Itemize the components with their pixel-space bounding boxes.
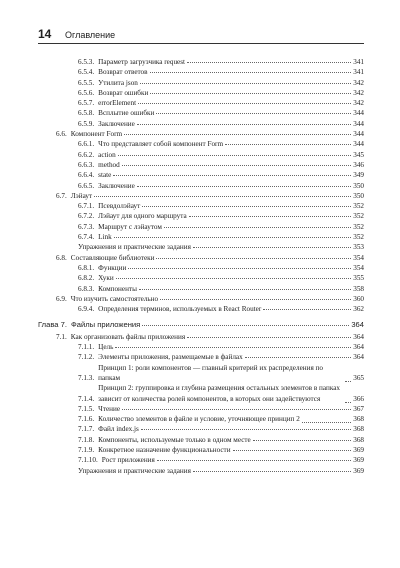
toc-entry-page: 344 — [353, 119, 364, 128]
toc-entry — [38, 404, 364, 414]
toc-entry — [38, 139, 364, 149]
dot-leader — [245, 356, 352, 358]
toc-entry-number: 6.8. — [56, 253, 67, 262]
toc-entry — [38, 284, 364, 294]
toc-entry-number: 6.7.3. — [78, 222, 95, 231]
toc-entry-number: 6.5.9. — [78, 119, 95, 128]
dot-leader — [140, 82, 351, 84]
toc-entry-number: 7.1.6. — [78, 415, 95, 424]
dot-leader — [345, 401, 351, 403]
toc-entry-title: Принцип 1: роли компонентов — главный критерий их распределения по папкам — [98, 363, 323, 382]
toc-entry-number: 6.5.3. — [78, 58, 95, 66]
toc-entry — [38, 445, 364, 455]
toc-entry-page: 344 — [353, 130, 364, 139]
dot-leader — [164, 226, 351, 228]
dot-leader — [94, 195, 351, 197]
toc-entry-number: 6.5.5. — [78, 78, 95, 87]
dot-leader — [137, 123, 351, 125]
dot-leader — [156, 257, 351, 259]
toc-entry — [38, 108, 364, 118]
toc-entry-page: 364 — [353, 353, 364, 362]
toc-entry-number: 7.1.4. — [78, 394, 95, 403]
toc-entry — [38, 414, 364, 424]
dot-leader — [122, 408, 351, 410]
toc-entry-number: 6.5.8. — [78, 109, 95, 118]
toc-entry — [38, 150, 364, 160]
toc-entry-page: 349 — [353, 171, 364, 180]
toc-entry-title: Упражнения и практические задания — [78, 466, 191, 475]
toc-entry-number: 6.5.4. — [78, 68, 95, 77]
dot-leader — [187, 61, 351, 63]
toc-entry-page: 345 — [353, 150, 364, 159]
toc-entry-title: Файлы приложения — [70, 320, 141, 330]
toc-entry-number: 6.8.3. — [78, 284, 95, 293]
toc-entry-number: 7.1.1. — [78, 343, 95, 352]
dot-leader — [142, 205, 351, 207]
toc-entry-title: Возврат ответов — [98, 68, 148, 77]
toc-entry-title: Псевдолэйаут — [98, 202, 141, 211]
toc-entry-title: method — [98, 160, 120, 169]
toc-entry-page: 369 — [353, 445, 364, 454]
toc-entry — [38, 435, 364, 445]
toc-entry-page: 364 — [351, 320, 364, 330]
table-of-contents — [38, 57, 364, 476]
toc-entry-page: 342 — [353, 88, 364, 97]
toc-entry-page: 350 — [353, 191, 364, 200]
toc-entry — [38, 294, 364, 304]
toc-entry-title: Как организовать файлы приложения — [70, 332, 186, 341]
toc-entry — [38, 129, 364, 139]
toc-entry — [38, 191, 364, 201]
toc-entry — [38, 424, 364, 434]
toc-entry-page: 341 — [353, 58, 364, 66]
toc-entry-page: 365 — [353, 373, 364, 382]
toc-entry-page: 352 — [353, 222, 364, 231]
toc-entry-title: action — [98, 150, 116, 159]
dot-leader — [116, 277, 352, 279]
toc-entry-title: Цель — [98, 343, 114, 352]
toc-entry-title: Маршрут с лэйаутом — [98, 222, 162, 231]
toc-entry-number: 6.7.4. — [78, 233, 95, 242]
toc-entry-number: 6.6. — [56, 130, 67, 139]
toc-entry-title: Возврат ошибки — [98, 88, 149, 97]
dot-leader — [122, 164, 351, 166]
toc-entry-number: 6.6.4. — [78, 171, 95, 180]
dot-leader — [345, 380, 351, 382]
toc-chapter-entry — [38, 320, 364, 330]
toc-entry — [38, 222, 364, 232]
toc-entry — [38, 273, 364, 283]
page-number: 14 — [38, 27, 52, 41]
toc-entry-number: 7.1.9. — [78, 445, 95, 454]
toc-entry — [38, 383, 364, 404]
toc-entry — [38, 363, 364, 384]
toc-entry-page: 342 — [353, 78, 364, 87]
toc-entry-title: Лэйаут для одного маршрута — [98, 212, 187, 221]
toc-entry-page: 367 — [353, 404, 364, 413]
toc-entry-page: 350 — [353, 181, 364, 190]
toc-entry-number: 6.8.2. — [78, 274, 95, 283]
toc-entry-title: Что представляет собой компонент Form — [98, 140, 224, 149]
toc-entry — [38, 455, 364, 465]
toc-entry-page: 369 — [353, 466, 364, 475]
toc-entry — [38, 170, 364, 180]
toc-entry — [38, 466, 364, 476]
toc-entry-number: Глава 7. — [38, 320, 67, 330]
running-title: Оглавление — [65, 30, 116, 40]
toc-entry — [38, 332, 364, 342]
dot-leader — [187, 336, 351, 338]
toc-entry-page: 354 — [353, 263, 364, 272]
dot-leader — [302, 421, 351, 423]
dot-leader — [189, 215, 352, 217]
toc-entry-page: 352 — [353, 233, 364, 242]
toc-entry-title: Чтение — [98, 404, 121, 413]
toc-entry-number: 7.1.5. — [78, 404, 95, 413]
toc-entry-title: Лэйаут — [70, 191, 93, 200]
dot-leader — [193, 470, 351, 472]
toc-entry-number: 6.9. — [56, 294, 67, 303]
toc-entry — [38, 352, 364, 362]
toc-entry-title: Компоненты, используемые только в одном месте — [98, 435, 251, 444]
dot-leader — [138, 102, 351, 104]
toc-entry-number: 7.1.2. — [78, 353, 95, 362]
toc-entry-page: 369 — [353, 456, 364, 465]
toc-entry-number: 6.8.1. — [78, 263, 95, 272]
dot-leader — [118, 154, 351, 156]
dot-leader — [141, 428, 351, 430]
toc-entry-title: state — [98, 171, 112, 180]
dot-leader — [253, 439, 351, 441]
toc-entry-page: 368 — [353, 415, 364, 424]
toc-entry-title: Компоненты — [98, 284, 137, 293]
toc-entry-title: Файл index.js — [98, 425, 139, 434]
toc-entry-number: 6.5.6. — [78, 88, 95, 97]
toc-entry-page: 360 — [353, 294, 364, 303]
toc-entry-page: 353 — [353, 243, 364, 252]
toc-entry-page: 344 — [353, 109, 364, 118]
toc-entry-page: 364 — [353, 343, 364, 352]
toc-entry — [38, 67, 364, 77]
toc-entry-number: 7.1.7. — [78, 425, 95, 434]
toc-entry-title: Утилита json — [98, 78, 138, 87]
toc-entry — [38, 181, 364, 191]
dot-leader — [113, 174, 351, 176]
toc-entry-page: 352 — [353, 212, 364, 221]
dot-leader — [225, 143, 351, 145]
dot-leader — [157, 459, 351, 461]
toc-entry — [38, 342, 364, 352]
dot-leader — [115, 346, 351, 348]
toc-entry-page: 355 — [353, 274, 364, 283]
dot-leader — [156, 112, 351, 114]
dot-leader — [124, 133, 351, 135]
toc-entry-page: 341 — [353, 68, 364, 77]
toc-entry-title: Функции — [98, 263, 127, 272]
toc-entry — [38, 211, 364, 221]
dot-leader — [150, 92, 351, 94]
toc-entry-number: 6.7.2. — [78, 212, 95, 221]
toc-entry-page: 366 — [353, 394, 364, 403]
dot-leader — [263, 308, 351, 310]
toc-entry — [38, 88, 364, 98]
toc-entry — [38, 201, 364, 211]
toc-entry-title: Параметр загрузчика request — [98, 58, 186, 66]
toc-entry-title: Всплытие ошибки — [98, 109, 155, 118]
toc-entry — [38, 263, 364, 273]
toc-entry-number: 6.9.4. — [78, 305, 95, 314]
toc-entry — [38, 78, 364, 88]
dot-leader — [128, 267, 351, 269]
toc-entry-title: Хуки — [98, 274, 114, 283]
toc-entry — [38, 304, 364, 314]
toc-entry — [38, 160, 364, 170]
toc-entry-number: 6.6.2. — [78, 150, 95, 159]
toc-entry-title: errorElement — [98, 99, 137, 108]
toc-entry-title: Компонент Form — [70, 130, 123, 139]
dot-leader — [160, 298, 351, 300]
toc-entry-page: 354 — [353, 253, 364, 262]
toc-entry-title: Составляющие библиотеки — [70, 253, 155, 262]
toc-entry-number: 6.6.3. — [78, 160, 95, 169]
toc-entry-title: Количество элементов в файле и условие, уточняющее принцип 2 — [98, 415, 300, 424]
toc-entry — [38, 98, 364, 108]
dot-leader — [233, 449, 352, 451]
toc-entry-page: 346 — [353, 160, 364, 169]
toc-entry-number: 6.6.1. — [78, 140, 95, 149]
toc-entry-number: 7.1.8. — [78, 435, 95, 444]
toc-entry-number: 6.6.5. — [78, 181, 95, 190]
dot-leader — [139, 288, 351, 290]
toc-entry — [38, 57, 364, 67]
dot-leader — [137, 185, 351, 187]
toc-entry — [38, 119, 364, 129]
toc-entry — [38, 242, 364, 252]
toc-entry — [38, 232, 364, 242]
toc-entry-title: Рост приложения — [101, 456, 155, 465]
toc-entry-title: Упражнения и практические задания — [78, 243, 191, 252]
dot-leader — [142, 324, 349, 326]
toc-entry-number: 7.1.10. — [78, 456, 98, 465]
toc-entry-number: 7.1.3. — [78, 373, 95, 382]
toc-entry-title: Заключение — [98, 119, 135, 128]
toc-entry-number: 7.1. — [56, 332, 67, 341]
page-header — [38, 27, 364, 44]
toc-entry-title: Определения терминов, используемых в React Router — [98, 305, 262, 314]
toc-entry-title: Принцип 2: группировка и глубина размещения остальных элементов в папках зависит от количества ролей компонентов, в которых они задействуются — [98, 384, 341, 403]
toc-entry-page: 344 — [353, 140, 364, 149]
toc-entry-page: 368 — [353, 435, 364, 444]
toc-entry-page: 352 — [353, 202, 364, 211]
toc-entry-title: Элементы приложения, размещаемые в файлах — [98, 353, 243, 362]
dot-leader — [193, 246, 351, 248]
toc-entry-title: Конкретное назначение функциональности — [98, 445, 231, 454]
toc-entry-page: 364 — [353, 332, 364, 341]
toc-entry-title: Заключение — [98, 181, 135, 190]
toc-entry-page: 342 — [353, 99, 364, 108]
dot-leader — [150, 71, 352, 73]
toc-entry-page: 362 — [353, 305, 364, 314]
toc-entry-title: Link — [98, 233, 112, 242]
toc-entry-number: 6.7. — [56, 191, 67, 200]
toc-entry-page: 358 — [353, 284, 364, 293]
toc-entry-page: 368 — [353, 425, 364, 434]
dot-leader — [114, 236, 351, 238]
toc-entry — [38, 253, 364, 263]
toc-entry-title: Что изучить самостоятельно — [70, 294, 159, 303]
toc-entry-number: 6.5.7. — [78, 99, 95, 108]
toc-entry-number: 6.7.1. — [78, 202, 95, 211]
